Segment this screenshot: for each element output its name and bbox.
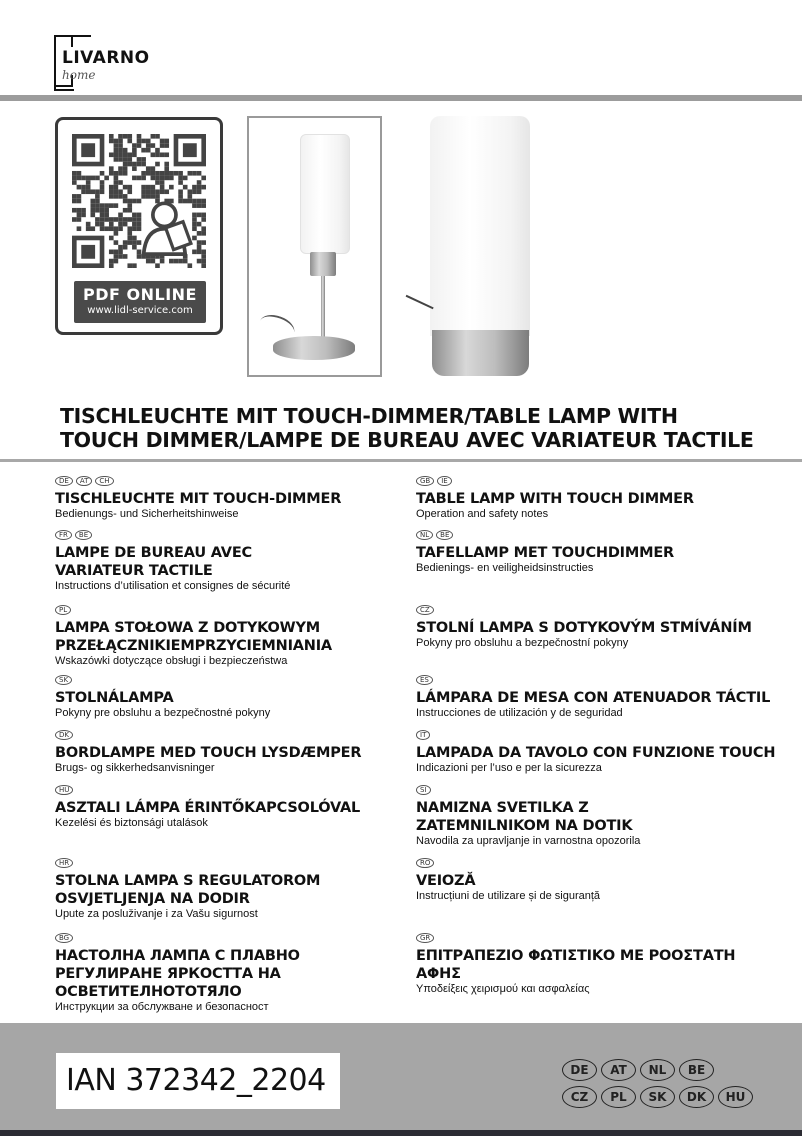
qr-code-icon[interactable]: [72, 134, 206, 268]
country-badge: DK: [55, 730, 73, 740]
section-subtitle: Brugs- og sikkerhedsanvisninger: [55, 762, 215, 774]
country-badge: PL: [55, 605, 71, 615]
language-flags: [416, 933, 786, 944]
language-section-si: [416, 785, 786, 848]
title-divider: [0, 459, 802, 462]
language-section-nl: [416, 530, 786, 575]
section-title: LAMPE DE BUREAU AVEC VARIATEUR TACTILE: [55, 545, 252, 579]
section-subtitle: Bedienings- en veiligheidsinstructies: [416, 562, 594, 574]
language-section-bg: [55, 933, 425, 1014]
ian-box: [56, 1053, 340, 1109]
country-codes: [562, 1059, 753, 1113]
country-badge: IE: [437, 476, 452, 486]
country-badge: AT: [76, 476, 93, 486]
country-badge: SK: [55, 675, 72, 685]
section-subtitle: Instrucciones de utilización y de seguridad: [416, 707, 623, 719]
pdf-online-qr-card[interactable]: [55, 117, 223, 335]
country-code-badge: BE: [679, 1059, 714, 1081]
section-title: STOLNA LAMPA S REGULATOROM OSVJETLJENJA NA DODIR: [55, 873, 321, 907]
section-subtitle: Υποδείξεις χειρισμού και ασφαλείας: [416, 983, 590, 995]
pdf-online-url: www.lidl-service.com: [87, 305, 193, 316]
brand-logo-name: LIVARNO: [62, 48, 150, 68]
country-badge: FR: [55, 530, 72, 540]
country-code-badge: SK: [640, 1086, 675, 1108]
language-section-fr: [55, 530, 425, 593]
section-title: TISCHLEUCHTE MIT TOUCH-DIMMER: [55, 491, 342, 507]
product-image-lamp-cylinder: [400, 112, 540, 380]
language-flags: [55, 605, 425, 616]
pdf-online-label: [74, 281, 206, 323]
language-section-it: [416, 730, 786, 775]
language-flags: [416, 530, 786, 541]
country-badge: SI: [416, 785, 431, 795]
section-subtitle: Инструкции за обслужване и безопасност: [55, 1001, 269, 1013]
country-badge: HU: [55, 785, 73, 795]
country-badge: ES: [416, 675, 433, 685]
language-flags: [55, 730, 425, 741]
section-subtitle: Indicazioni per l’uso e per la sicurezza: [416, 762, 602, 774]
country-code-badge: HU: [718, 1086, 753, 1108]
section-subtitle: Upute za posluživanje i za Vašu sigurnost: [55, 908, 258, 920]
language-flags: [416, 730, 786, 741]
language-flags: [55, 858, 425, 869]
section-subtitle: Wskazówki dotyczące obsługi i bezpieczeństwa: [55, 655, 288, 667]
language-flags: [55, 785, 425, 796]
country-code-badge: DE: [562, 1059, 597, 1081]
country-badge: CZ: [416, 605, 434, 615]
section-subtitle: Bedienungs- und Sicherheitshinweise: [55, 508, 239, 520]
language-flags: [55, 933, 425, 944]
section-title: LÁMPARA DE MESA CON ATENUADOR TÁCTIL: [416, 690, 771, 706]
ian-number: IAN 372342_2204: [66, 1063, 326, 1098]
page-title: TISCHLEUCHTE MIT TOUCH-DIMMER/TABLE LAMP WITH TOUCH DIMMER/LAMPE DE BUREAU AVEC VARIATEUR TACTILE: [60, 404, 754, 452]
section-title: BORDLAMPE MED TOUCH LYSDÆMPER: [55, 745, 362, 761]
section-title: LAMPADA DA TAVOLO CON FUNZIONE TOUCH: [416, 745, 776, 761]
language-section-hr: [55, 858, 425, 921]
language-section-de: [55, 476, 425, 521]
brand-logo-frame: [71, 35, 73, 47]
language-section-dk: [55, 730, 425, 775]
language-flags: [416, 476, 786, 487]
section-title: VEIOZĂ: [416, 873, 476, 889]
brand-logo-frame: [54, 85, 72, 87]
language-flags: [55, 675, 425, 686]
language-flags: [55, 530, 425, 541]
section-title: ASZTALI LÁMPA ÉRINTŐKAPCSOLÓVAL: [55, 800, 361, 816]
country-badge: GB: [416, 476, 434, 486]
footer-bottom-line: [0, 1130, 802, 1136]
language-flags: [55, 476, 425, 487]
language-section-gb: [416, 476, 786, 521]
section-subtitle: Kezelési és biztonsági utalások: [55, 817, 208, 829]
country-badge: IT: [416, 730, 430, 740]
language-section-sk: [55, 675, 425, 720]
pdf-online-title: PDF ONLINE: [83, 285, 197, 304]
country-code-row: [562, 1086, 753, 1108]
language-section-gr: [416, 933, 786, 996]
brand-logo-sub: home: [62, 68, 96, 82]
country-code-badge: PL: [601, 1086, 636, 1108]
country-badge: GR: [416, 933, 434, 943]
language-section-hu: [55, 785, 425, 830]
language-section-pl: [55, 605, 425, 668]
section-subtitle: Instructions d’utilisation et consignes de sécurité: [55, 580, 291, 592]
product-image-lamp-stand: [247, 116, 382, 377]
section-title: ΕΠΙΤΡΑΠΕΖΙΟ ΦΩΤΙΣΤΙΚΟ ΜΕ ΡΟΟΣΤΑΤΗ ΑΦΗΣ: [416, 948, 736, 982]
country-code-badge: AT: [601, 1059, 636, 1081]
section-subtitle: Navodila za upravljanje in varnostna opozorila: [416, 835, 641, 847]
country-code-badge: NL: [640, 1059, 675, 1081]
section-title: TABLE LAMP WITH TOUCH DIMMER: [416, 491, 694, 507]
country-badge: DE: [55, 476, 73, 486]
country-code-badge: DK: [679, 1086, 714, 1108]
section-title: TAFELLAMP MET TOUCHDIMMER: [416, 545, 675, 561]
section-subtitle: Pokyny pro obsluhu a bezpečnostní pokyny: [416, 637, 629, 649]
country-badge: HR: [55, 858, 73, 868]
country-badge: RO: [416, 858, 434, 868]
country-badge: NL: [416, 530, 433, 540]
language-flags: [416, 675, 786, 686]
header-divider: [0, 95, 802, 101]
language-flags: [416, 858, 786, 869]
section-subtitle: Instrucțiuni de utilizare și de siguranță: [416, 890, 601, 902]
language-section-es: [416, 675, 786, 720]
section-title: NAMIZNA SVETILKA Z ZATEMNILNIKOM NA DOTIK: [416, 800, 633, 834]
language-flags: [416, 605, 786, 616]
section-subtitle: Pokyny pre obsluhu a bezpečnostné pokyny: [55, 707, 271, 719]
country-code-badge: CZ: [562, 1086, 597, 1108]
section-title: STOLNÍ LAMPA S DOTYKOVÝM STMÍVÁNÍM: [416, 620, 752, 636]
section-title: LAMPA STOŁOWA Z DOTYKOWYM PRZEŁĄCZNIKIEMPRZYCIEMNIANIA: [55, 620, 332, 654]
section-title: НАСТОЛНА ЛАМПА С ПЛАВНО РЕГУЛИРАНЕ ЯРКОСТТА НА ОСВЕТИТЕЛНОТОТЯЛО: [55, 948, 300, 1000]
section-title: STOLNÁLAMPA: [55, 690, 174, 706]
country-badge: BG: [55, 933, 73, 943]
country-badge: BE: [75, 530, 92, 540]
section-subtitle: Operation and safety notes: [416, 508, 549, 520]
language-flags: [416, 785, 786, 796]
country-badge: CH: [95, 476, 113, 486]
country-badge: BE: [436, 530, 453, 540]
country-code-row: [562, 1059, 753, 1081]
language-section-cz: [416, 605, 786, 650]
language-section-ro: [416, 858, 786, 903]
